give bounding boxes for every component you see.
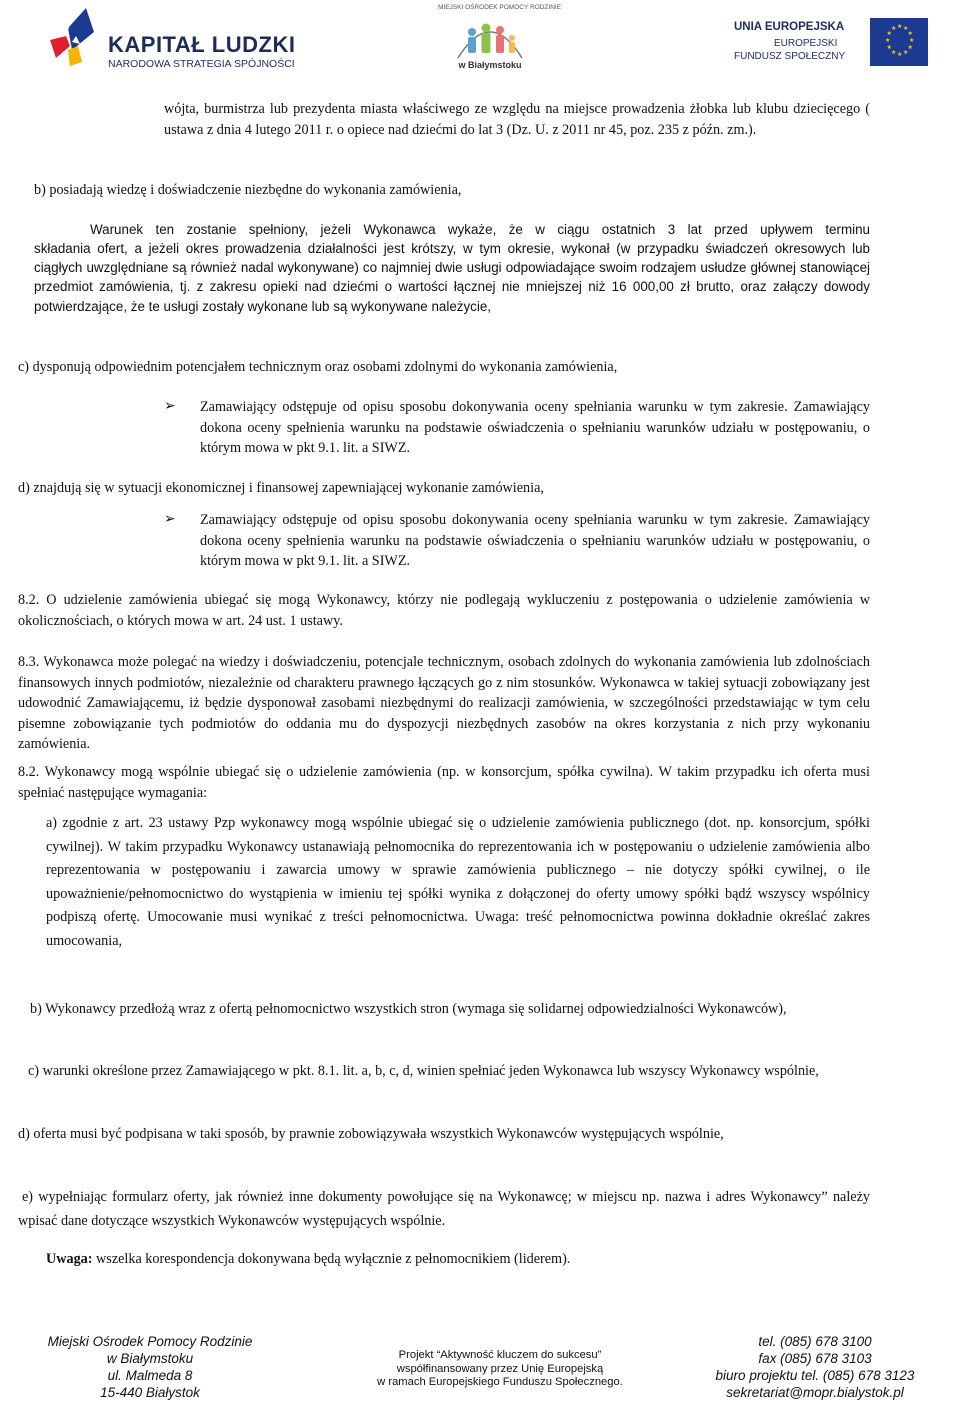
footer-right [680,1333,950,1401]
footer-project-name: Projekt “Aktywność kluczem do sukcesu” [398,1349,602,1361]
footer-cofinanced: współfinansowany przez Unię Europejską [396,1362,604,1375]
footer-left [30,1333,270,1401]
mopr-city-text: w Białymstoku [458,60,522,70]
svg-text:★: ★ [891,49,897,56]
section-b-condition-line1: Warunek ten zostanie spełniony, jeżeli Wykonawca wykaże, że w ciągu ostatnich 3 lat przed upływem terminu [90,222,870,237]
svg-text:★: ★ [907,44,913,51]
footer-efs: w ramach Europejskiego Funduszu Społecznego. [377,1376,623,1388]
requirement-b: b) Wykonawcy przedłożą wraz z ofertą pełnomocnictwo wszystkich stron (wymaga się solidarnej odpowiedzialności Wykonawców), [30,1001,787,1017]
eu-logo [734,15,934,71]
eu-flag-icon [870,18,928,66]
family-figures-icon [450,14,530,62]
arrow-bullet-icon: ➢ [164,398,176,414]
paragraph-8-2-a: 8.2. O udzielenie zamówienia ubiegać się mogą Wykonawcy, którzy nie podlegają wykluczeniu z postępowania o udzielenie zamówienia w okolicznościach, o których mowa w art. 24 ust. 1 ustawy. [18,592,870,629]
kapital-ludzki-logo [42,6,296,72]
eu-title: UNIA EUROPEJSKA [734,21,845,33]
paragraph-intro: wójta, burmistrza lub prezydenta miasta właściwego ze względu na miejsce prowadzenia żłobka lub klubu dziecięcego ( ustawa z dnia 4 lutego 2011 r. o opiece nad dziećmi do lat 3 (Dz. U. z 2011 nr 45, poz. 235 z późn. zm.). [164,101,870,138]
paragraph-8-3: 8.3. Wykonawca może polegać na wiedzy i doświadczeniu, potencjale technicznym, osobach zdolnych do wykonania zamówienia lub zdolnościach finansowych innych podmiotów, niezależnie od charakteru prawnego łączących go z nim stosunków. Wykonawca w takiej sytuacji zobowiązany jest udowodnić Zamawiającemu, iż będzie dysponował zasobami niezbędnymi do realizacji zamówienia, w szczególności przedstawiając w tym celu pisemne zobowiązanie tych podmiotów do oddania mu do dyspozycji niezbędnych zasobów na okres korzystania z nich przy wykonaniu zamówienia. [18,654,870,752]
section-b-heading: b) posiadają wiedzę i doświadczenie niezbędne do wykonania zamówienia, [34,182,462,198]
kapital-ludzki-subtitle: NARODOWA STRATEGIA SPÓJNOŚCI [108,58,295,70]
svg-text:★: ★ [897,23,903,30]
footer-project-phone: biuro projektu tel. (085) 678 3123 [715,1368,915,1383]
uwaga-label: Uwaga: [46,1251,93,1267]
section-c-bullet-text: Zamawiający odstępuje od opisu sposobu dokonywania oceny spełniania warunku w tym zakresie. Zamawiający dokona oceny spełnienia warunku na podstawie oświadczenia o spełnianiu warunków udziału w postępowaniu, o którym mowa w pkt 9.1. lit. a SIWZ. [200,399,870,456]
footer-org-postcode: 15-440 Białystok [100,1385,200,1400]
footer-org-street: ul. Malmeda 8 [107,1368,193,1383]
footer-org-name: Miejski Ośrodek Pomocy Rodzinie [47,1334,253,1349]
footer-center [360,1349,640,1390]
svg-text:★: ★ [885,37,891,44]
svg-text:★: ★ [903,49,909,56]
svg-text:★: ★ [886,44,892,51]
section-b-condition: składania ofert, a jeżeli okres prowadzenia działalności jest krótszy, w tym okresie, wykonał (w przypadku świadczeń okresowych lub ciągłych uwzględniane są również nadal wykonywane) co najmniej dwie usługi odpowiadające swoim rodzajem usłudze głównej stanowiącej przedmiot zamówienia, tj. z zakresu opieki nad dziećmi o wartości łącznej nie mniejszej niż 16 000,00 zł brutto, oraz załączy dowody potwierdzające, że te usługi zostały wykonane lub są wykonywane należycie, [34,241,870,314]
svg-text:★: ★ [897,51,903,58]
mopr-arc-text: MIEJSKI OŚRODEK POMOCY RODZINIE [438,4,562,11]
footer-phone: tel. (085) 678 3100 [758,1334,872,1349]
eu-line3: FUNDUSZ SPOŁECZNY [734,51,846,62]
svg-text:★: ★ [891,25,897,32]
requirement-e: e) wypełniając formularz oferty, jak również inne dokumenty powołujące się na Wykonawcę; w miejscu np. nazwa i adres Wykonawcy” należy wpisać dane dotyczące wszystkich Wykonawców występujących wspólnie. [18,1189,870,1229]
svg-text:★: ★ [886,30,892,37]
footer-fax: fax (085) 678 3103 [758,1351,872,1366]
section-d-heading: d) znajdują się w sytuacji ekonomicznej i finansowej zapewniającej wykonanie zamówienia, [18,480,544,496]
requirement-d: d) oferta musi być podpisana w taki sposób, by prawnie zobowiązywała wszystkich Wykonawców występujących wspólnie, [18,1126,724,1142]
section-c-heading: c) dysponują odpowiednim potencjałem technicznym oraz osobami zdolnymi do wykonania zamówienia, [18,359,618,375]
arrow-bullet-icon: ➢ [164,511,176,527]
kapital-ludzki-emblem-icon [42,6,98,68]
requirement-a: a) zgodnie z art. 23 ustawy Pzp wykonawcy mogą wspólnie ubiegać się o udzielenie zamówienia publicznego (dot. np. konsorcjum, spółki cywilnej). W takim przypadku Wykonawcy ustanawiają pełnomocnika do reprezentowania ich w postępowaniu o udzielenie zamówienia albo reprezentowania w postępowaniu i zawarcia umowy w sprawie zamówienia publicznego – nie dotyczy spółki cywilnej, o ile upoważnienie/pełnomocnictwo do wystąpienia w imieniu tej spółki wynika z dołączonej do oferty umowy spółki bądź wszyscy wspólnicy podpiszą ofertę. Umocowanie musi wynikać z treści pełnomocnictwa. Uwaga: treść pełnomocnictwa powinna dokładnie określać zakres umocowania, [46,815,870,949]
paragraph-8-2-b: 8.2. Wykonawcy mogą wspólnie ubiegać się o udzielenie zamówienia (np. w konsorcjum, spółka cywilna). W takim przypadku ich oferta musi spełniać następujące wymagania: [18,764,870,801]
footer-email[interactable]: sekretariat@mopr.bialystok.pl [726,1385,904,1400]
uwaga-note [46,1249,870,1270]
kapital-ludzki-title: KAPITAŁ LUDZKI [108,32,296,57]
svg-text:★: ★ [903,25,909,32]
mopr-logo [438,4,562,74]
section-d-bullet-text: Zamawiający odstępuje od opisu sposobu dokonywania oceny spełniania warunku w tym zakresie. Zamawiający dokona oceny spełnienia warunku na podstawie oświadczenia o spełnianiu warunków udziału w postępowaniu, o którym mowa w pkt 9.1. lit. a SIWZ. [200,512,870,569]
footer-org-city: w Białymstoku [106,1351,194,1366]
svg-text:★: ★ [907,30,913,37]
eu-line2: EUROPEJSKI [774,38,838,49]
uwaga-text: wszelka korespondencja dokonywana będą wyłącznie z pełnomocnikiem (liderem). [92,1251,571,1267]
requirement-c: c) warunki określone przez Zamawiającego w pkt. 8.1. lit. a, b, c, d, winien spełniać jeden Wykonawca lub wszyscy Wykonawcy wspólnie, [28,1063,819,1079]
svg-text:★: ★ [909,37,915,44]
